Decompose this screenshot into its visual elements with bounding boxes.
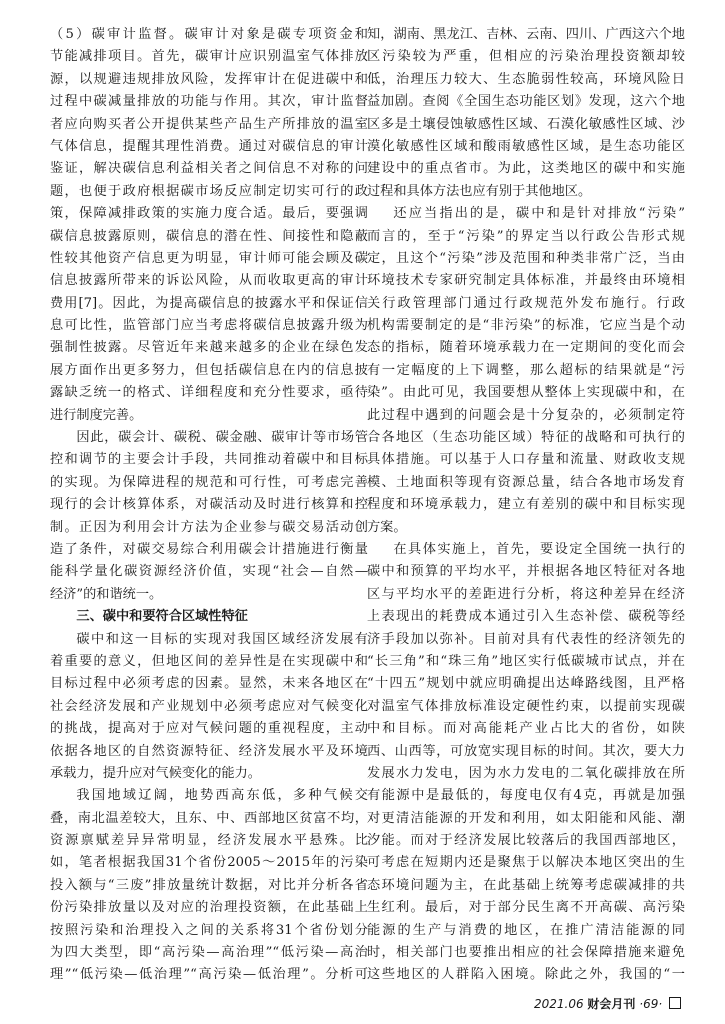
- text-line: 息可比性，监管部门应当考虑将碳信息披露升级为: [50, 318, 368, 334]
- text-line: 按照污染和治理投入之间的关系将31个省份划分: [50, 922, 368, 938]
- square-mark-icon: [669, 997, 681, 1009]
- text-line: 对更清洁能源的开发和利用，如太阳能和风能、潮: [367, 810, 685, 826]
- text-line: 生红利。最后，对于部分民生离不开高碳、高污染: [367, 900, 685, 916]
- text-line: 还应当指出的是，碳中和是针对排放“污染”: [393, 206, 685, 222]
- text-line: 态环境问题为主，在此基础上统筹考虑碳减排的共: [367, 877, 685, 893]
- text-line: 汐能。而对于经济发展比较落后的我国西部地区，: [367, 833, 685, 849]
- left-column: [50, 24, 368, 987]
- text-line: 染”。由此可见，我国要想从整体上实现碳中和，在: [367, 385, 685, 401]
- text-line: 过程和具体方法也应有别于其他地区。: [367, 183, 592, 199]
- text-line: 有一定幅度的上下调整，那么超标的结果就是“污: [367, 362, 685, 378]
- page-footer: [534, 994, 681, 1014]
- text-line: 机构需要制定的是“非污染”的标准，它应当是个动: [367, 318, 685, 334]
- text-line: 者应向购买者公开提供某些产品生产所排放的温室: [50, 116, 368, 132]
- text-line: 方案。: [367, 519, 407, 535]
- section-heading: 三、碳中和要符合区域性特征: [76, 609, 248, 625]
- text-line: 强制性披露。尽管近年来越来越多的企业在绿色发: [50, 340, 368, 356]
- text-line: 控和调节的主要会计手段，共同推动着碳中和目标: [50, 452, 368, 468]
- text-line: 如，笔者根据我国31个省份2005～2015年的污染: [50, 855, 368, 871]
- text-line: “十四五”规划中就应明确提出达峰路线图，且严格: [367, 676, 685, 692]
- text-line: 此过程中遇到的问题会是十分复杂的，必须制定符: [367, 407, 685, 423]
- text-line: 益加剧。查阅《全国生态功能区划》发现，这六个地: [367, 94, 685, 110]
- text-line: 承载力，提升应对气候变化的能力。: [50, 765, 261, 781]
- text-line: 进行制度完善。: [50, 407, 143, 423]
- text-line: 份污染排放量以及对应的治理投资额，在此基础上: [50, 900, 368, 916]
- text-line: 费用[7]。因此，为提高碳信息的披露水平和保证信: [50, 295, 368, 311]
- text-line: 过程中碳减量排放的功能与作用。其次，审计监督: [50, 94, 368, 110]
- text-line: （5）碳审计监督。碳审计对象是碳专项资金和: [50, 27, 368, 42]
- text-line: 的实现。为保障进程的规范和可行性，可考虑完善: [50, 474, 368, 490]
- text-line: 区多是土壤侵蚀敏感性区域、石漠化敏感性区域、沙: [367, 116, 685, 132]
- text-line: 目标过程中必须考虑的因素。显然，未来各地区在: [50, 676, 368, 692]
- text-line: 策，保障减排政策的实施力度合适。最后，要强调: [50, 206, 368, 222]
- text-line: 源，以规避违规排放风险，发挥审计在促进碳中和: [50, 71, 368, 87]
- text-line: 气体信息，提醒其理性消费。通过对碳信息的审计: [50, 138, 368, 154]
- text-line: 依据各地区的自然资源特征、经济发展水平及环境: [50, 743, 368, 759]
- text-line: 合各地区（生态功能区域）特征的战略和可执行的: [367, 430, 685, 446]
- text-line: 制。正因为利用会计方法为企业参与碳交易活动创: [50, 519, 368, 535]
- text-line: 时，相关部门也要推出相应的社会保障措施来避免: [367, 945, 685, 961]
- text-line: 展方面作出更多努力，但包括碳信息在内的信息披: [50, 362, 368, 378]
- text-line: 区与平均水平的差距进行分析，将这种差异在经济: [367, 586, 685, 602]
- text-line: 定，且这个“污染”涉及范围和种类非常广泛，当由: [367, 250, 685, 266]
- text-line: 露缺乏统一的格式、详细程度和充分性要求，亟待: [50, 385, 368, 401]
- text-line: 投入额与“三废”排放量统计数据，对比并分析各省: [50, 877, 368, 893]
- text-line: 碳中和预算的平均水平，并根据各地区特征对各地: [367, 564, 685, 580]
- text-line: 发展水力发电，因为水力发电的二氧化碳排放在所: [367, 765, 685, 781]
- text-line: 性较其他资产信息更为明显，审计师可能会顾及碳: [50, 250, 368, 266]
- text-line: 在具体实施上，首先，要设定全国统一执行的: [393, 541, 685, 557]
- footer-date: 2021.06: [533, 997, 584, 1011]
- text-line: 上表现出的耗费成本通过引入生态补偿、碳税等经: [367, 609, 685, 625]
- text-line: 济手段加以弥补。目前对具有代表性的经济领先的: [367, 631, 685, 647]
- text-line: 我国地域辽阔，地势西高东低，多种气候交: [76, 788, 368, 804]
- text-line: 态的指标，随着环境承载力在一定期间的变化而会: [367, 340, 685, 356]
- text-line: 经济”的和谐统一。: [50, 586, 163, 602]
- text-line: 建设中的重点省市。为此，这类地区的碳中和实施: [367, 161, 685, 177]
- text-line: 低，治理压力较大、生态脆弱性较高，环境风险日: [367, 71, 685, 87]
- text-line: 环境技术专家研究制定具体标准，并最终由环境相: [367, 273, 685, 289]
- text-line: 能源的生产与消费的地区，在推广清洁能源的同: [367, 922, 685, 938]
- text-line: 能科学量化碳资源经济价值，实现“社会—自然—: [50, 564, 368, 580]
- text-line: 具体措施。可以基于人口存量和流量、财政收支规: [367, 452, 685, 468]
- text-line: 西、山西等，可放宽实现目标的时间。其次，要大力: [367, 743, 685, 759]
- text-line: 碳信息披露原则，碳信息的潜在性、间接性和隐蔽: [50, 228, 368, 244]
- text-line: “长三角”和“珠三角”地区实行低碳城市试点，并在: [367, 653, 685, 669]
- text-line: 着重要的意义，但地区间的差异性是在实现碳中和: [50, 653, 368, 669]
- text-line: 漠化敏感性区域和酸雨敏感性区域，是生态功能区: [367, 138, 685, 154]
- text-line: 模、土地面积等现有资源总量，结合各地市场发育: [367, 474, 685, 490]
- right-column: [367, 24, 685, 987]
- text-line: 关行政管理部门通过行政规范外发布施行。行政: [367, 295, 685, 311]
- text-line: 可考虑在短期内还是聚焦于以解决本地区突出的生: [367, 855, 685, 871]
- text-line: 理”“低污染—低治理”“高污染—低治理”。分析可: [50, 967, 368, 983]
- text-line: 知，湖南、黑龙江、吉林、云南、四川、广西这六个地: [367, 27, 685, 42]
- text-line: 节能减排项目。首先，碳审计应识别温室气体排放: [50, 49, 368, 65]
- text-line: 区污染较为严重，但相应的污染治理投资额却较: [367, 49, 685, 65]
- text-line: 这些地区的人群陷入困境。除此之外，我国的“一: [367, 967, 685, 983]
- text-line: 资源禀赋差异异常明显，经济发展水平悬殊。比: [50, 833, 368, 849]
- footer-magazine: 财会月刊: [587, 997, 636, 1011]
- text-line: 程度和环境承载力，建立有差别的碳中和目标实现: [367, 497, 685, 513]
- text-line: 造了条件，对碳交易综合利用碳会计措施进行衡量: [50, 541, 368, 557]
- text-line: 鉴证，解决碳信息利益相关者之间信息不对称的问: [50, 161, 368, 177]
- text-line: 有能源中是最低的，每度电仅有4克，再就是加强: [367, 788, 685, 804]
- text-line: 碳中和这一目标的实现对我国区域经济发展有: [76, 631, 368, 647]
- text-line: 中和目标。而对高能耗产业占比大的省份，如陕: [367, 721, 685, 737]
- text-line: 因此，碳会计、碳税、碳金融、碳审计等市场管: [76, 430, 368, 446]
- text-line: 为四大类型，即“高污染—高治理”“低污染—高治: [50, 945, 368, 961]
- text-line: 而言的，至于“污染”的界定当以行政公告形式规: [367, 228, 685, 244]
- footer-page-number: ·69·: [639, 997, 663, 1011]
- text-line: 题，也便于政府根据碳市场反应制定切实可行的政: [50, 183, 368, 199]
- text-line: 社会经济发展和产业规划中必须考虑应对气候变化: [50, 698, 368, 714]
- text-line: 现行的会计核算体系，对碳活动及时进行核算和控: [50, 497, 368, 513]
- text-line: 对温室气体排放标准设定硬性约束，以提前实现碳: [367, 698, 685, 714]
- text-line: 叠，南北温差较大，且东、中、西部地区贫富不均，: [50, 810, 368, 826]
- text-line: 的挑战，提高对于应对气候问题的重视程度，主动: [50, 721, 368, 737]
- text-line: 信息披露所带来的诉讼风险，从而收取更高的审计: [50, 273, 368, 289]
